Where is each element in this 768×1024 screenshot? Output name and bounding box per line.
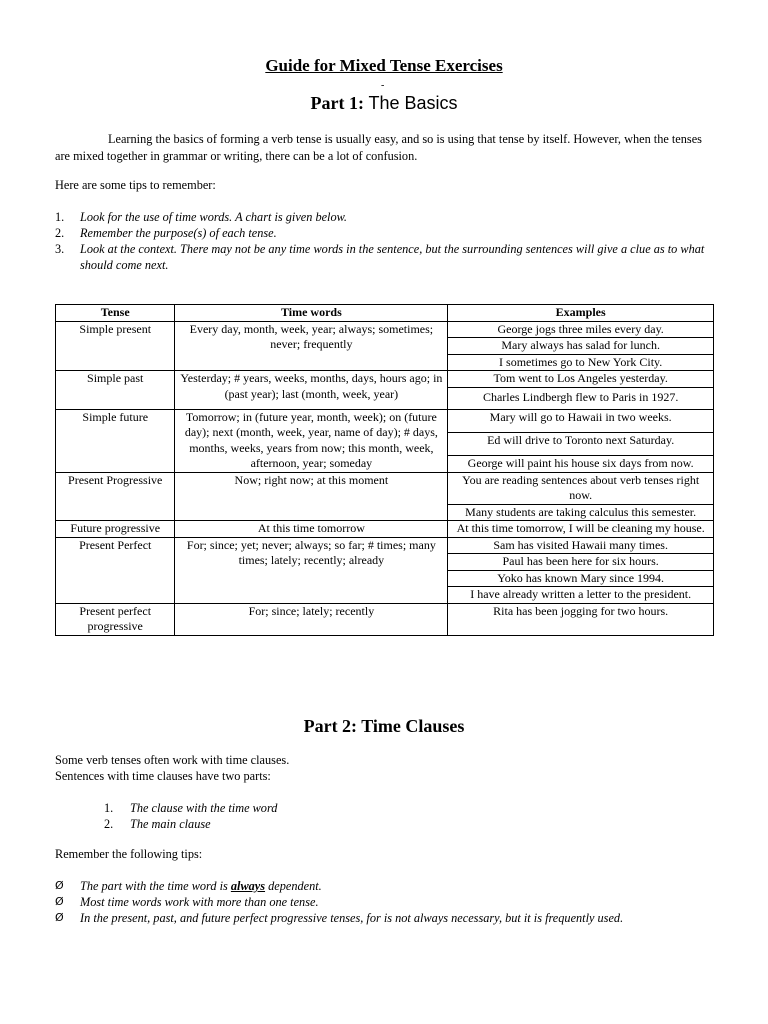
tip-text: Look at the context. There may not be any time words in the sentence, but the surrounding sentences will give a clue as to what should come next. bbox=[80, 242, 705, 272]
table-row bbox=[56, 321, 714, 338]
table-header-row bbox=[56, 305, 714, 322]
tense-cell: Future progressive bbox=[56, 521, 175, 538]
emphasis-word: always bbox=[230, 879, 266, 893]
part1-heading bbox=[0, 93, 768, 114]
time-words-cell: Yesterday; # years, weeks, months, days, hours ago; in (past year); last (month, week, year) bbox=[175, 371, 448, 410]
clause-text: The clause with the time word bbox=[130, 801, 278, 815]
intro-paragraph: Learning the basics of forming a verb tense is usually easy, and so is using that tense by itself. However, when the tenses are mixed together in grammar or writing, there can be a lot of confusion. bbox=[55, 132, 702, 163]
example-cell: Tom went to Los Angeles yesterday. bbox=[448, 371, 714, 388]
tense-table bbox=[55, 304, 714, 636]
tip-item bbox=[55, 241, 720, 273]
clause-list bbox=[104, 800, 277, 832]
tips-list bbox=[55, 209, 720, 273]
time-words-cell: For; since; yet; never; always; so far; # times; many times; lately; recently; already bbox=[175, 537, 448, 603]
bullet-symbol: Ø bbox=[55, 911, 64, 924]
tense-cell: Simple past bbox=[56, 371, 175, 410]
part2-line1: Some verb tenses often work with time clauses. bbox=[55, 753, 290, 767]
bullet-item bbox=[55, 910, 735, 926]
bullet-text-before: The part with the time word is bbox=[80, 879, 231, 893]
example-cell: At this time tomorrow, I will be cleaning my house. bbox=[448, 521, 714, 538]
example-cell: Sam has visited Hawaii many times. bbox=[448, 537, 714, 554]
tip-text: Remember the purpose(s) of each tense. bbox=[80, 226, 277, 240]
time-words-cell: Now; right now; at this moment bbox=[175, 472, 448, 521]
clause-item bbox=[104, 800, 277, 816]
example-cell: George jogs three miles every day. bbox=[448, 321, 714, 338]
example-cell: Mary will go to Hawaii in two weeks. bbox=[448, 409, 714, 432]
bullet-text: Most time words work with more than one tense. bbox=[80, 895, 319, 909]
header-tense: Tense bbox=[56, 305, 175, 322]
title-mark: - bbox=[381, 80, 385, 91]
example-cell: Rita has been jogging for two hours. bbox=[448, 603, 714, 635]
tense-cell: Simple future bbox=[56, 409, 175, 472]
part1-heading-suffix: The Basics bbox=[368, 93, 458, 113]
header-examples: Examples bbox=[448, 305, 714, 322]
tense-cell: Simple present bbox=[56, 321, 175, 371]
tense-cell: Present perfect progressive bbox=[56, 603, 175, 635]
bullet-item bbox=[55, 894, 735, 910]
bullet-symbol: Ø bbox=[55, 879, 64, 892]
clause-number: 2. bbox=[104, 817, 114, 831]
tip-number: 1. bbox=[55, 210, 65, 224]
clause-text: The main clause bbox=[130, 817, 211, 831]
part2-line2: Sentences with time clauses have two parts: bbox=[55, 769, 271, 783]
time-words-cell: At this time tomorrow bbox=[175, 521, 448, 538]
table-row bbox=[56, 409, 714, 432]
example-cell: George will paint his house six days from now. bbox=[448, 455, 714, 472]
table-row bbox=[56, 472, 714, 504]
header-time-words: Time words bbox=[175, 305, 448, 322]
table-row bbox=[56, 521, 714, 538]
example-cell: Ed will drive to Toronto next Saturday. bbox=[448, 432, 714, 455]
tip-item bbox=[55, 209, 720, 225]
bullet-text: In the present, past, and future perfect progressive tenses, for is not always necessary, but it is frequently used. bbox=[80, 911, 624, 925]
document-title: Guide for Mixed Tense Exercises bbox=[265, 56, 503, 75]
example-cell: I have already written a letter to the president. bbox=[448, 587, 714, 604]
bullet-item bbox=[55, 878, 735, 894]
time-words-cell: For; since; lately; recently bbox=[175, 603, 448, 635]
example-cell: You are reading sentences about verb tenses right now. bbox=[448, 472, 714, 504]
tip-number: 3. bbox=[55, 242, 65, 256]
example-cell: I sometimes go to New York City. bbox=[448, 354, 714, 371]
tip-number: 2. bbox=[55, 226, 65, 240]
part1-heading-prefix: Part 1: bbox=[310, 93, 369, 113]
part2-heading: Part 2: Time Clauses bbox=[303, 716, 465, 736]
example-cell: Many students are taking calculus this semester. bbox=[448, 504, 714, 521]
tips-bullet-list bbox=[55, 878, 735, 926]
tips-label: Here are some tips to remember: bbox=[55, 178, 216, 192]
tip-item bbox=[55, 225, 720, 241]
clause-number: 1. bbox=[104, 801, 114, 815]
remember-label: Remember the following tips: bbox=[55, 847, 203, 861]
bullet-symbol: Ø bbox=[55, 895, 64, 908]
time-words-cell: Tomorrow; in (future year, month, week); on (future day); next (month, week, year, name of day); # days, months, weeks, years from now; this month, week, afternoon, year; someday bbox=[175, 409, 448, 472]
table-row bbox=[56, 537, 714, 554]
tip-text: Look for the use of time words. A chart is given below. bbox=[80, 210, 347, 224]
table-row bbox=[56, 371, 714, 388]
time-words-cell: Every day, month, week, year; always; sometimes; never; frequently bbox=[175, 321, 448, 371]
tense-cell: Present Perfect bbox=[56, 537, 175, 603]
bullet-text-after: dependent. bbox=[265, 879, 322, 893]
clause-item bbox=[104, 816, 277, 832]
example-cell: Mary always has salad for lunch. bbox=[448, 338, 714, 355]
example-cell: Paul has been here for six hours. bbox=[448, 554, 714, 571]
example-cell: Yoko has known Mary since 1994. bbox=[448, 570, 714, 587]
tense-cell: Present Progressive bbox=[56, 472, 175, 521]
example-cell: Charles Lindbergh flew to Paris in 1927. bbox=[448, 387, 714, 409]
table-row bbox=[56, 603, 714, 635]
